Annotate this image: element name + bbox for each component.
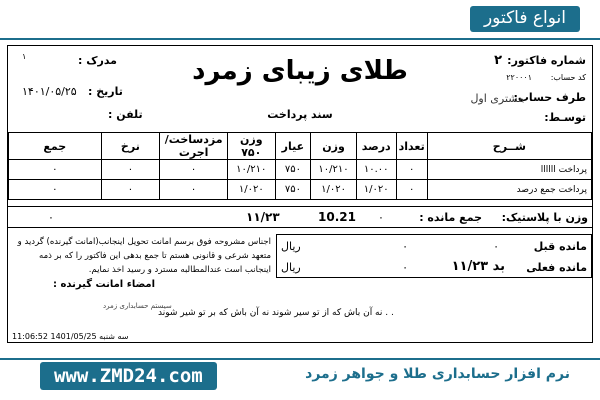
product-slogan: نرم افزار حسابداری طلا و جواهر زمرد <box>305 366 570 382</box>
shop-name: طلای زیبای زمرد <box>192 56 408 86</box>
system-name: سیستم حسابداری زمرد <box>103 302 172 310</box>
doc-number: ۱ <box>22 52 27 61</box>
header-sum: جمع <box>9 133 102 160</box>
account-party: مشتری اول <box>470 92 524 105</box>
print-timestamp: سه شنبه 1401/05/25 11:06:52 <box>12 332 129 341</box>
cell-weight-750: ۱/۰۲۰ <box>228 180 276 200</box>
table-row <box>9 160 592 180</box>
phone-label: تلفن : <box>108 108 143 121</box>
prev-balance-label: مانده قبل <box>533 240 587 253</box>
balance-box <box>276 234 592 278</box>
total-weight-750: ۱۱/۲۳ <box>246 210 280 224</box>
prev-balance-value: ۰ <box>493 240 499 253</box>
table-header-row <box>9 133 592 160</box>
cell-description: پرداخت جمع درصد <box>427 180 591 200</box>
remaining-label: جمع مانده : <box>419 211 482 224</box>
invoice-sheet <box>7 45 593 343</box>
totals-row <box>8 206 592 228</box>
signature-label: امضاء امانت گیرنده : <box>53 279 156 290</box>
cell-description: پرداخت اااااا <box>427 160 591 180</box>
invoice-number-label: شماره فاکتور: <box>507 54 586 67</box>
account-code: ۲۲۰۰۰۱ <box>506 73 532 82</box>
poem-line: . . نه آن باش که از تو سیر شوند نه آن باش که بر تو شیر شوند <box>158 308 394 318</box>
header-count: تعداد <box>396 133 427 160</box>
cell-karat: ۷۵۰ <box>275 180 311 200</box>
current-rial-label: ریال <box>281 261 301 274</box>
cell-count: ۰ <box>396 160 427 180</box>
website-link[interactable]: www.ZMD24.com <box>40 362 217 390</box>
plastic-weight-label: وزن با پلاستیک: <box>501 211 588 224</box>
cell-percent: ۱/۰۲۰ <box>356 180 396 200</box>
cell-weight-750: ۱۰/۲۱۰ <box>228 160 276 180</box>
cell-rate: ۰ <box>101 160 160 180</box>
header-weight-750: وزن ۷۵۰ <box>228 133 276 160</box>
cell-percent: ۱۰.۰۰ <box>356 160 396 180</box>
prev-balance-rial: ۰ <box>402 240 408 253</box>
header-description: شــرح <box>427 133 591 160</box>
header-percent: درصد <box>356 133 396 160</box>
banner-divider <box>0 38 600 40</box>
header-wage: مزدساخت/اجرت <box>160 133 228 160</box>
cell-wage: ۰ <box>160 180 228 200</box>
doc-label: مدرک : <box>78 54 117 67</box>
current-balance-value: بد ۱۱/۲۳ <box>451 259 505 274</box>
cell-weight: ۱/۰۲۰ <box>311 180 357 200</box>
invoice-number: ۲ <box>494 53 502 68</box>
current-balance-label: مانده فعلی <box>526 261 587 274</box>
header-karat: عیار <box>275 133 311 160</box>
current-balance-rial: ۰ <box>402 261 408 274</box>
banner-title: انواع فاکتور <box>470 6 580 32</box>
cell-sum: ۰ <box>9 180 102 200</box>
account-code-label: کد حساب: <box>550 73 586 82</box>
total-sum: ۰ <box>48 211 54 224</box>
cell-karat: ۷۵۰ <box>275 160 311 180</box>
header-rate: نرخ <box>101 133 160 160</box>
header-weight: وزن <box>311 133 357 160</box>
date-value: ۱۴۰۱/۰۵/۲۵ <box>22 85 77 98</box>
remaining-weight: 10.21 <box>318 210 356 224</box>
cell-wage: ۰ <box>160 160 228 180</box>
cell-count: ۰ <box>396 180 427 200</box>
account-party-label: طرف حساب: <box>513 91 586 104</box>
plastic-weight-value: ۰ <box>378 211 384 224</box>
receipt-type: سند پرداخت <box>267 108 333 121</box>
bottom-divider <box>0 358 600 360</box>
items-table <box>8 132 592 200</box>
cell-rate: ۰ <box>101 180 160 200</box>
prev-rial-label: ریال <box>281 240 301 253</box>
table-row <box>9 180 592 200</box>
bottom-bar <box>0 358 600 400</box>
cell-sum: ۰ <box>9 160 102 180</box>
by-label: توسـط: <box>544 111 586 124</box>
trust-note: اجناس مشروحه فوق برسم امانت تحویل اینجانب(امانت گیرنده) گردید و متعهد شرعی و قانونی هستم تا جمع بدهی این فاکتور را که بر ذمه اینجانب است عندالمطالبه مسترد و رسید اخذ نمایم. <box>17 237 271 275</box>
date-label: تاریخ : <box>88 85 123 98</box>
top-banner <box>0 0 600 40</box>
cell-weight: ۱۰/۲۱۰ <box>311 160 357 180</box>
